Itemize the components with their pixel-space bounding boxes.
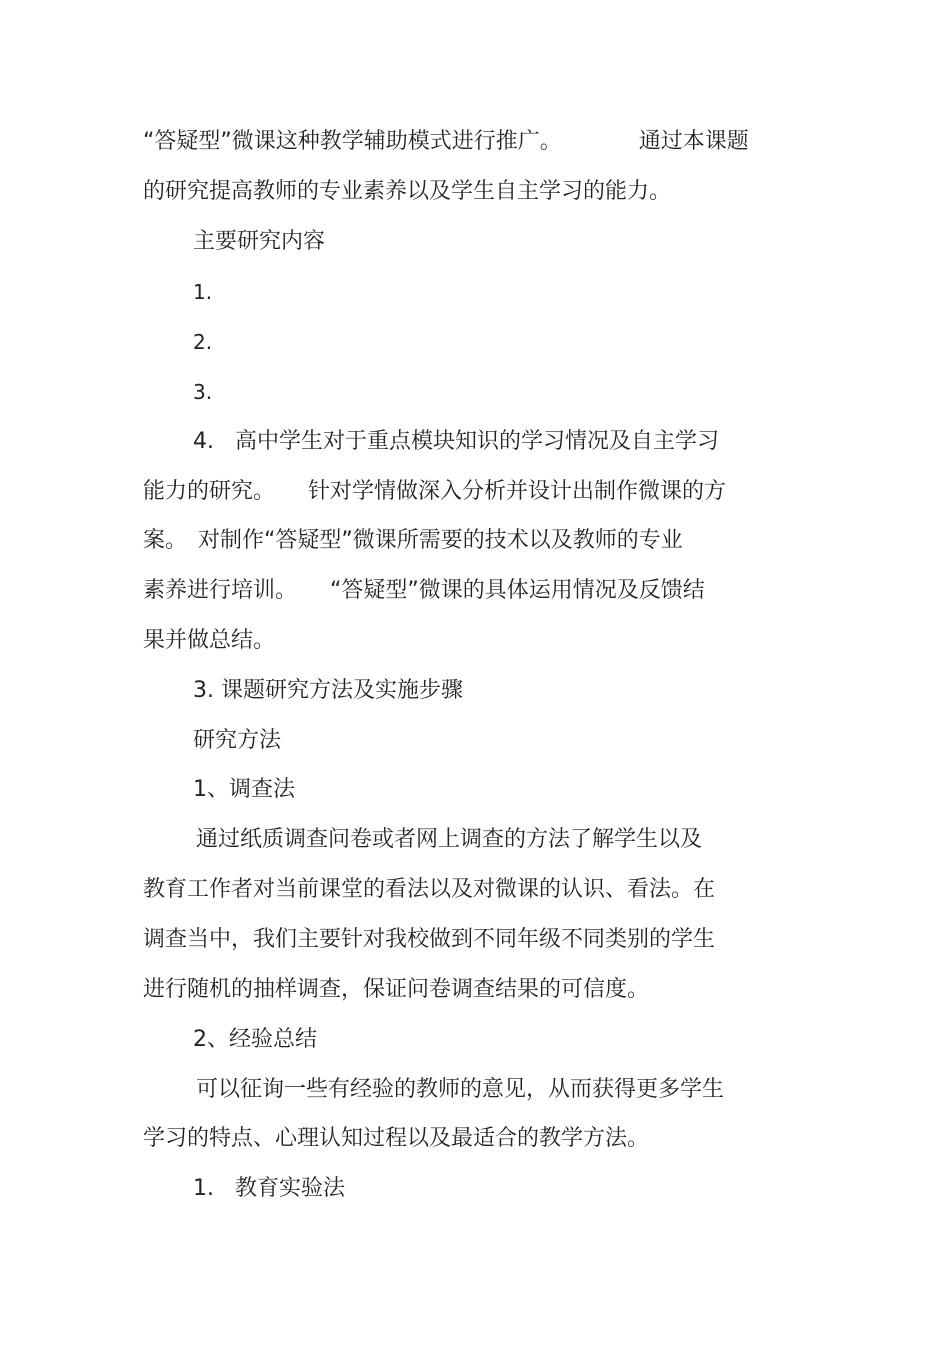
paragraph-line: 可以征询一些有经验的教师的意见，从而获得更多学生 (196, 1077, 725, 1102)
paragraph-line: 调查当中，我们主要针对我校做到不同年级不同类别的学生 (143, 927, 716, 952)
paragraph-line: 进行随机的抽样调查，保证问卷调查结果的可信度。 (143, 977, 650, 1002)
subsection-heading: 研究方法 (193, 728, 282, 753)
list-item-number: 2. (193, 330, 213, 354)
paragraph-line: 学习的特点、心理认知过程以及最适合的教学方法。 (143, 1126, 650, 1151)
list-item: 4. 高中学生对于重点模块知识的学习情况及自主学习 (193, 429, 719, 454)
paragraph-line: 通过纸质调查问卷或者网上调查的方法了解学生以及 (196, 827, 703, 852)
list-item-number: 1. (193, 280, 213, 304)
section-heading: 3. 课题研究方法及实施步骤 (193, 678, 463, 703)
paragraph-line: 案。 对制作“答疑型”微课所需要的技术以及教师的专业 (143, 528, 683, 553)
section-heading: 主要研究内容 (193, 229, 326, 254)
method-heading: 1、调查法 (193, 777, 295, 802)
paragraph-line: 教育工作者对当前课堂的看法以及对微课的认识、看法。在 (143, 877, 716, 902)
paragraph-line: 素养进行培训。 “答疑型”微课的具体运用情况及反馈结 (143, 578, 705, 603)
paragraph-line: 的研究提高教师的专业素养以及学生自主学习的能力。 (143, 179, 672, 204)
paragraph-line: 能力的研究。 针对学情做深入分析并设计出制作微课的方 (143, 479, 727, 504)
list-item-number: 3. (193, 380, 213, 404)
method-heading: 1. 教育实验法 (193, 1176, 345, 1201)
method-heading: 2、经验总结 (193, 1027, 317, 1052)
paragraph-line: 果并做总结。 (143, 628, 276, 653)
paragraph-line: “答疑型”微课这种教学辅助模式进行推广。 通过本课题 (143, 129, 749, 154)
